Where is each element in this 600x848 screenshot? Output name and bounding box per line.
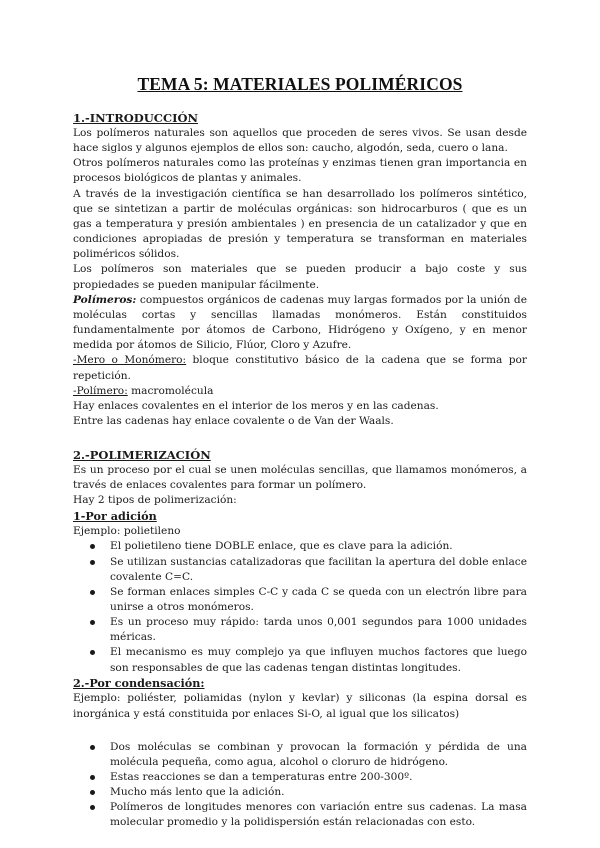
paragraph: Otros polímeros naturales como las proteínas y enzimas tienen gran importancia en procesos biológicos de plantas y animales. [73, 157, 527, 185]
list-item: El polietileno tiene DOBLE enlace, que es clave para la adición. [110, 539, 527, 554]
section-heading-introduccion: 1.-INTRODUCCIÓN [73, 111, 199, 125]
definition-monomero [73, 353, 527, 383]
bullet-icon [90, 590, 95, 595]
bullet-icon [90, 650, 95, 655]
definition-polimero [73, 384, 527, 399]
definition-text: compuestos orgánicos de cadenas muy largas formados por la unión de moléculas cortas y sencillas llamadas monómeros. Están constituidos fundamentalmente por átomos de Carbono, Hidrógeno y Oxígeno, y en menor medida por átomos de Silicio, Flúor, Cloro y Azufre. [73, 293, 527, 352]
paragraph: Hay enlaces covalentes en el interior de los meros y en las cadenas. [73, 399, 439, 412]
example-line: Ejemplo: polietileno [73, 525, 181, 538]
list-item: Polímeros de longitudes menores con variación entre sus cadenas. La masa molecular promedio y la polidispersión están relacionadas con esto. [110, 800, 527, 830]
paragraph: Entre las cadenas hay enlace covalente o de Van der Waals. [73, 414, 394, 427]
definition-polimeros [73, 293, 527, 354]
list-item: Es un proceso muy rápido: tarda unos 0,001 segundos para 1000 unidades méricas. [110, 615, 527, 645]
bullet-list-adicion [73, 539, 527, 675]
bullet-icon [90, 544, 95, 549]
list-item: Dos moléculas se combinan y provocan la formación y pérdida de una molécula pequeña, como agua, alcohol o cloruro de hidrógeno. [110, 740, 527, 770]
page-title: TEMA 5: MATERIALES POLIMÉRICOS [137, 74, 463, 94]
bullet-icon [90, 620, 95, 625]
example-line: Ejemplo: poliéster, poliamidas (nylon y kevlar) y siliconas (la espina dorsal es inorgánica y está constituida por enlaces Si-O, al igual que los silicatos) [73, 692, 527, 720]
paragraph: Es un proceso por el cual se unen moléculas sencillas, que llamamos monómeros, a través de enlaces covalentes para formar un polímero. [73, 464, 527, 492]
bullet-icon [90, 745, 95, 750]
bullet-icon [90, 560, 95, 565]
subsection-heading-adicion: 1-Por adición [73, 508, 157, 523]
bullet-icon [90, 805, 95, 810]
bullet-icon [90, 790, 95, 795]
list-item: Se utilizan sustancias catalizadoras que facilitan la apertura del doble enlace covalente C=C. [110, 555, 527, 585]
definition-text: bloque constitutivo básico de la cadena que se forma por repetición. [73, 354, 527, 382]
section-heading-polimerizacion: 2.-POLIMERIZACIÓN [73, 448, 211, 463]
definition-term: -Polímero: [73, 384, 128, 397]
bullet-icon [90, 775, 95, 780]
definition-term: -Mero o Monómero: [73, 354, 187, 367]
definition-term: Polímeros: [73, 293, 137, 306]
paragraph: A través de la investigación científica se han desarrollado los polímeros sintético, que se sintetizan a partir de moléculas orgánicas: son hidrocarburos ( que es un gas a temperatura y presión ambientales ) en presencia de un catalizador y que en condiciones apropiadas de presión y temperatura se transforman en materiales poliméricos sólidos. [73, 187, 527, 261]
document-body [73, 110, 527, 831]
subsection-heading-condensacion: 2.-Por condensación: [73, 675, 205, 690]
bullet-list-condensacion [73, 740, 527, 831]
paragraph: Los polímeros naturales son aquellos que proceden de seres vivos. Se usan desde hace siglos y algunos ejemplos de ellos son: caucho, algodón, seda, cuero o lana. [73, 127, 527, 155]
paragraph: Hay 2 tipos de polimerización: [73, 494, 237, 507]
paragraph: Los polímeros son materiales que se pueden producir a bajo coste y sus propiedades se pueden manipular fácilmente. [73, 263, 527, 291]
list-item: Mucho más lento que la adición. [110, 785, 527, 800]
definition-text: macromolécula [127, 384, 214, 397]
list-item: Se forman enlaces simples C-C y cada C se queda con un electrón libre para unirse a otros monómeros. [110, 585, 527, 615]
list-item: El mecanismo es muy complejo ya que influyen muchos factores que luego son responsables de que las cadenas tengan distintas longitudes. [110, 645, 527, 675]
list-item: Estas reacciones se dan a temperaturas entre 200-300º. [110, 770, 527, 785]
